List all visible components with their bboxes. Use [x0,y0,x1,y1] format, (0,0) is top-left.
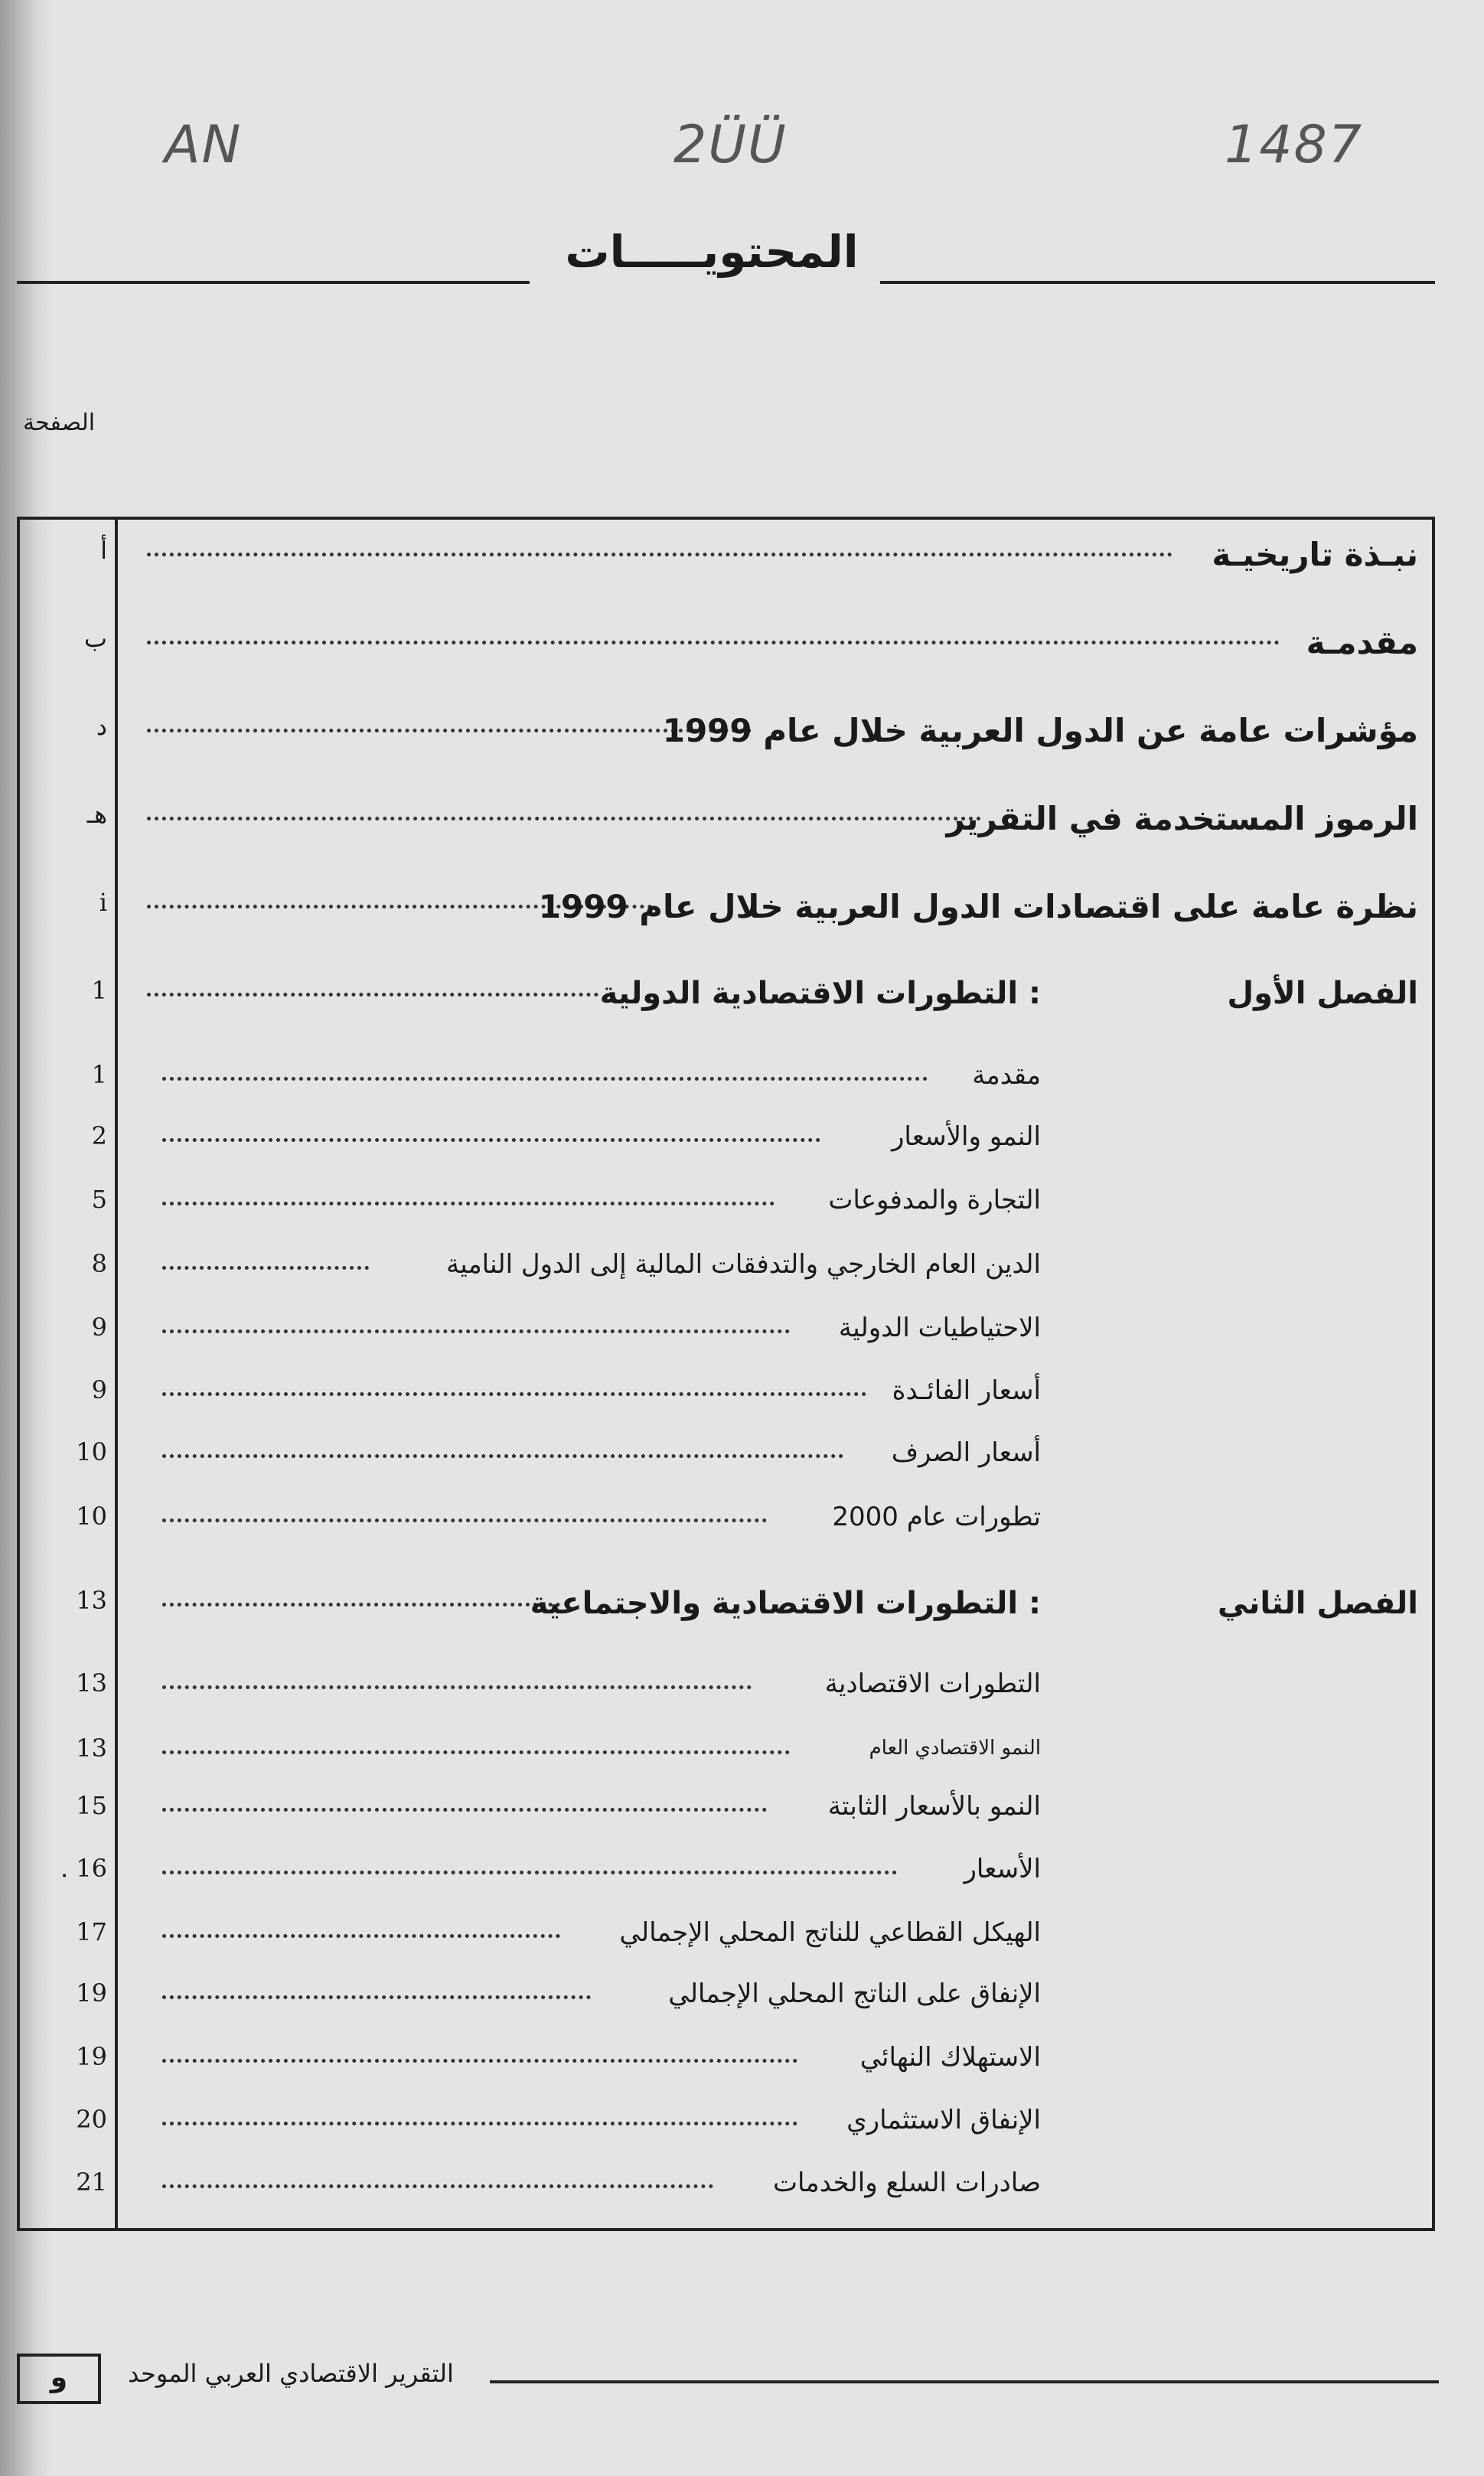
footer-title: التقرير الاقتصادي العربي الموحد [128,2359,454,2388]
toc-subentry-title: الأسعار [964,1854,1041,1884]
leader-dots [162,1871,897,1874]
leader-dots [162,2059,797,2063]
toc-page-number: 9 [91,1313,107,1342]
toc-entry[interactable] [17,888,1435,941]
toc-subentry-title: الدين العام الخارجي والتدفقات المالية إلى الدول النامية [445,1249,1041,1280]
leader-dots [162,1934,560,1938]
leader-dots [162,1519,767,1522]
toc-subentry[interactable] [17,1437,1435,1491]
leader-dots [162,1077,928,1081]
toc-subentry[interactable] [17,1121,1435,1175]
toc-subentry[interactable] [17,1060,1435,1114]
toc-subentry-title: الإنفاق على الناتج المحلي الإجمالي [668,1979,1041,2009]
toc-page-number: 10 [76,1437,107,1466]
title-rule-left [17,281,530,284]
toc-entry[interactable] [17,536,1435,589]
toc-entry-title: نبـذة تاريخيـة [1212,536,1418,573]
toc-subentry[interactable] [17,1249,1435,1303]
toc-page-number: 13 [76,1586,107,1615]
toc-subentry[interactable] [17,2042,1435,2096]
leader-dots [162,1995,591,1999]
chapter-2-heading[interactable] [17,1586,1435,1639]
toc-subentry[interactable] [17,1185,1435,1238]
toc-page-number: هـ [86,800,107,829]
toc-page-number: 13 [76,1734,107,1763]
toc-subentry-title: النمو الاقتصادي العام [869,1737,1041,1760]
toc-page-number: 10 [76,1502,107,1531]
toc-entry-title: الرموز المستخدمة في التقرير [946,800,1418,837]
title-rule-right [880,281,1435,284]
leader-dots [162,1454,843,1458]
toc-page-number: د [96,712,107,741]
toc-subentry-title: التطورات الاقتصادية [824,1669,1041,1699]
leader-dots [162,1202,775,1205]
toc-page-number: 20 [76,2105,107,2134]
leader-dots [162,1392,866,1396]
chapter-1-label: الفصل الأول [1227,976,1418,1011]
leader-dots [162,1329,790,1333]
toc-page-number: 17 [76,1917,107,1946]
leader-dots [147,641,1280,644]
leader-dots [162,2122,797,2125]
toc-frame [17,517,1435,2231]
toc-entry-title: مقدمـة [1306,624,1418,661]
toc-subentry[interactable] [17,2168,1435,2221]
toc-page-number: 1 [91,1060,107,1089]
toc-subentry-title: الإنفاق الاستثماري [846,2105,1041,2135]
toc-page-number: 13 [76,1669,107,1698]
chapter-2-label: الفصل الثاني [1217,1586,1418,1621]
toc-subentry[interactable] [17,1313,1435,1366]
toc-page-number: ب [83,624,107,653]
footer-page-letter: و [17,2354,101,2404]
toc-page-number: 21 [76,2168,107,2197]
toc-subentry-title: الاستهلاك النهائي [859,2042,1041,2073]
leader-dots [162,1808,767,1812]
toc-subentry-title: صادرات السلع والخدمات [773,2168,1041,2198]
toc-page-number: 5 [91,1185,107,1214]
toc-page-number: أ [100,536,107,565]
toc-subentry-title: الهيكل القطاعي للناتج المحلي الإجمالي [619,1917,1041,1948]
footer-rule [490,2380,1439,2383]
toc-subentry-title: الاحتياطيات الدولية [838,1313,1041,1343]
toc-entry[interactable] [17,624,1435,677]
toc-subentry[interactable] [17,1734,1435,1787]
leader-dots [147,993,598,997]
toc-subentry-title: تطورات عام 2000 [832,1502,1041,1532]
leader-dots [162,1750,790,1754]
toc-subentry-title: أسعار الصرف [891,1437,1041,1468]
page-column-divider [115,517,118,2231]
toc-entry[interactable] [17,800,1435,853]
toc-subentry[interactable] [17,1854,1435,1907]
toc-subentry-title: مقدمة [972,1060,1041,1091]
toc-page-number: 15 [76,1791,107,1820]
toc-page-number: 19 [76,2042,107,2071]
toc-entry-title: نظرة عامة على اقتصادات الدول العربية خلال عام 1999 [538,888,1418,925]
handwritten-mark-right: 1487 [1225,115,1364,175]
toc-subentry[interactable] [17,1502,1435,1555]
toc-entry[interactable] [17,712,1435,765]
leader-dots [162,1266,369,1270]
toc-subentry[interactable] [17,1917,1435,1971]
toc-subentry-title: النمو والأسعار [891,1121,1041,1152]
toc-page-number: 9 [91,1375,107,1404]
toc-subentry[interactable] [17,1375,1435,1429]
toc-subentry[interactable] [17,1791,1435,1845]
handwritten-mark-left: AN [165,115,243,175]
toc-subentry-title: التجارة والمدفوعات [828,1185,1041,1215]
toc-page-number: 1 [91,976,107,1005]
leader-dots [162,1603,560,1607]
page-title: المحتويـــــات [565,226,859,278]
toc-page-number: . 16 [60,1854,107,1883]
handwritten-mark-center: 2ÜÜ [674,115,788,175]
toc-page-number: 19 [76,1979,107,2008]
toc-entry-title: مؤشرات عامة عن الدول العربية خلال عام 1999 [662,712,1418,749]
toc-page-number: i [99,888,107,917]
toc-subentry-title: أسعار الفائـدة [892,1375,1041,1406]
toc-subentry-title: النمو بالأسعار الثابتة [827,1791,1041,1822]
toc-page-number: 2 [91,1121,107,1150]
toc-subentry[interactable] [17,1669,1435,1722]
toc-subentry[interactable] [17,1979,1435,2032]
leader-dots [147,729,752,732]
leader-dots [147,553,1173,556]
leader-dots [162,1138,820,1142]
leader-dots [147,817,981,820]
chapter-2-title: : التطورات الاقتصادية والاجتماعية [530,1586,1041,1621]
leader-dots [162,1685,752,1689]
page-column-header: الصفحة [23,409,96,436]
chapter-1-title: : التطورات الاقتصادية الدولية [599,976,1041,1011]
toc-subentry[interactable] [17,2105,1435,2158]
chapter-1-heading[interactable] [17,976,1435,1029]
leader-dots [162,2184,713,2188]
toc-page-number: 8 [91,1249,107,1278]
